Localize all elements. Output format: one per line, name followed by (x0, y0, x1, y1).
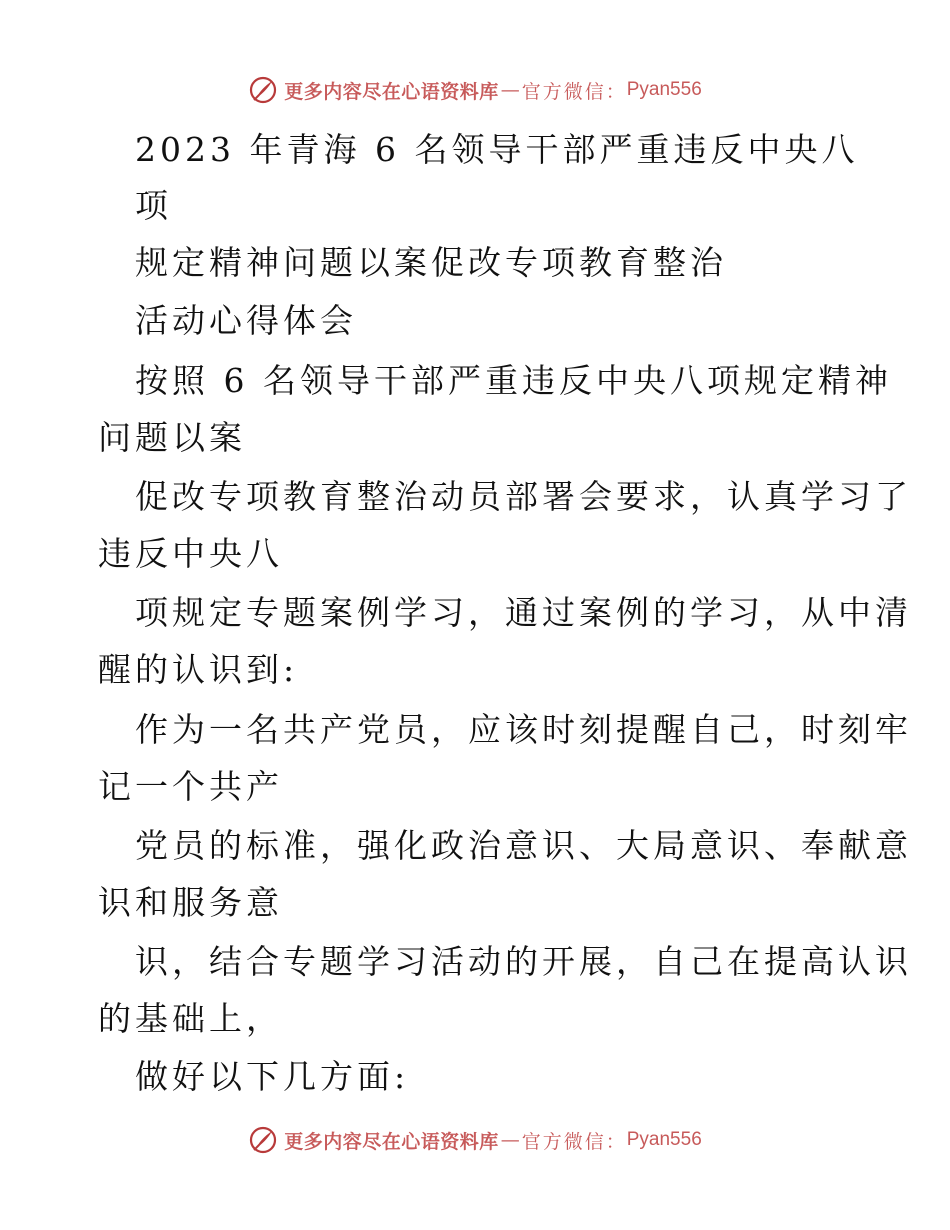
title-line: 活动心得体会 (135, 301, 357, 340)
footer-watermark (0, 1120, 950, 1160)
paragraph-line: 促改专项教育整治动员部署会要求，认真学习了 (135, 477, 912, 516)
title-line: 项 (135, 186, 172, 225)
paragraph-line: 按照 6 名领导干部严重违反中央八项规定精神 (135, 361, 892, 400)
watermark-official-label: 官方微信： (521, 1130, 627, 1153)
paragraph-line: 记一个共产 (98, 767, 283, 806)
watermark-official-label: 官方微信： (521, 80, 627, 103)
quill-logo-icon (248, 75, 278, 105)
paragraph-line: 违反中央八 (98, 534, 283, 573)
title-line: 2023 年青海 6 名领导干部严重违反中央八 (135, 130, 859, 169)
paragraph-line: 识和服务意 (98, 883, 283, 922)
header-watermark (0, 70, 950, 110)
watermark-wechat-id: Pyan556 (626, 1129, 702, 1150)
paragraph-line: 识，结合专题学习活动的开展，自己在提高认识 (135, 942, 912, 981)
paragraph-line: 党员的标准，强化政治意识、大局意识、奉献意 (135, 826, 912, 865)
paragraph-line: 项规定专题案例学习，通过案例的学习，从中清 (135, 593, 912, 632)
quill-logo-icon (248, 1125, 278, 1155)
watermark-wechat-id: Pyan556 (626, 79, 702, 100)
watermark-separator: — (500, 79, 520, 101)
paragraph-line: 问题以案 (98, 418, 246, 457)
watermark-site-text: 更多内容尽在心语资料库 (284, 1130, 499, 1153)
title-line: 规定精神问题以案促改专项教育整治 (135, 243, 727, 282)
watermark-separator: — (500, 1129, 520, 1151)
paragraph-line: 的基础上， (98, 999, 283, 1038)
paragraph-line: 作为一名共产党员，应该时刻提醒自己，时刻牢 (135, 710, 912, 749)
paragraph-line: 醒的认识到: (98, 650, 299, 689)
paragraph-line: 做好以下几方面: (135, 1057, 410, 1096)
watermark-site-text: 更多内容尽在心语资料库 (284, 80, 499, 103)
